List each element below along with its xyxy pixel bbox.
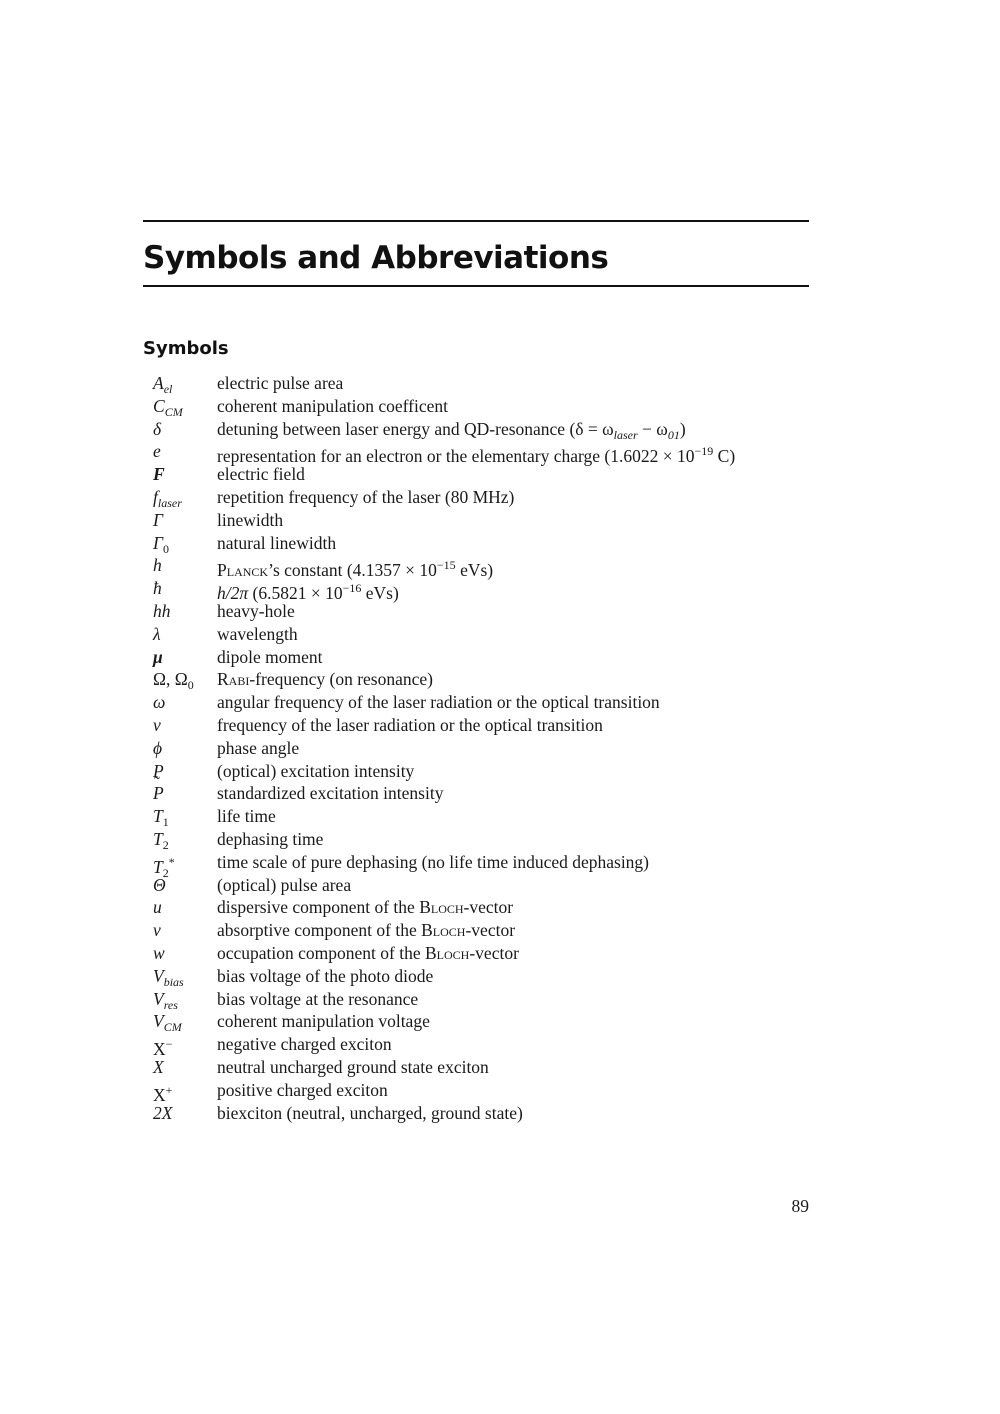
symbol-description: (optical) pulse area [217,874,352,895]
symbol-description: detuning between laser energy and QD-resonance $(\delta = \omega_{laser} - \omega_{01})$ [217,418,686,442]
symbol-description: dephasing time [217,828,324,849]
symbol-row [153,691,803,714]
symbol: $T_2^*$ [153,854,175,880]
symbol: e [153,441,161,462]
symbol-description: natural linewidth [217,532,337,553]
symbol-row [153,600,803,623]
symbol: ω [153,692,166,713]
symbol: $A_{el}$ [153,373,173,396]
symbol: $V_{CM}$ [153,1011,182,1035]
symbol: X [153,1056,164,1077]
symbol-description: representation for an electron or the elementary charge ($1.6022 \times 10^{-19}$ C) [217,444,736,467]
symbol-row [153,577,803,604]
symbol-row [153,554,803,581]
symbol-row [153,1102,803,1125]
symbol: w [153,942,165,963]
symbol: $T_2$ [153,828,169,852]
symbol-row [153,395,803,418]
symbol-row [153,828,803,851]
symbol: P [153,760,164,781]
symbol-description: phase angle [217,737,300,758]
symbol-row [153,988,803,1011]
symbol-row [153,896,803,919]
symbol-row [153,509,803,532]
symbol-description: frequency of the laser radiation or the optical transition [217,714,603,735]
symbol: $\Gamma_0$ [153,532,169,556]
symbol-description: angular frequency of the laser radiation or the optical transition [217,692,660,713]
symbol-row [153,782,803,805]
symbol-row [153,440,803,467]
symbol-description: repetition frequency of the laser (80 MHz) [217,486,515,507]
section-heading: Symbols [143,338,229,359]
symbol: ħ [153,578,162,599]
symbol: F [153,464,165,485]
symbol: X− [153,1037,173,1060]
symbol: ϕ [153,737,163,758]
symbol-description: standardized excitation intensity [217,783,444,804]
symbol-row [153,668,803,691]
symbol: $V_{res}$ [153,988,178,1012]
top-rule [143,220,809,222]
bottom-rule [143,285,809,287]
symbol-row [153,372,803,395]
page-number: 89 [791,1196,809,1216]
symbol-row [153,965,803,988]
symbol-description: coherent manipulation voltage [217,1011,430,1032]
symbol-description: electric pulse area [217,373,344,393]
chapter-title: Symbols and Abbreviations [143,240,609,276]
symbol: u [153,897,162,918]
symbol: X+ [153,1082,173,1105]
symbol-row [153,1010,803,1033]
symbol: $f_{laser}$ [153,486,182,510]
symbol: 2X [153,1102,173,1123]
symbol: h [153,555,162,576]
symbol-description: dispersive component of the Bloch-vector [217,897,514,918]
symbol: Θ [153,874,166,895]
symbol-description: bias voltage of the photo diode [217,965,434,986]
symbol-row [153,805,803,828]
symbol-row [153,1056,803,1079]
symbol-description: time scale of pure dephasing (no life time induced dephasing) [217,851,650,872]
symbol-description: coherent manipulation coefficent [217,395,448,416]
symbol-description: Planck’s constant ($4.1357 \times 10^{-15}$ eVs) [217,558,494,581]
symbol-row [153,760,803,783]
symbol-description: occupation component of the Bloch-vector [217,942,519,963]
symbol-description: life time [217,806,276,827]
symbol-row [153,714,803,737]
symbol: Γ [153,509,163,530]
symbol-row [153,919,803,942]
symbol: δ [153,418,162,439]
symbol-row [153,874,803,897]
symbol-description: negative charged exciton [217,1034,392,1055]
symbol-description: h/2π ($6.5821 \times 10^{-16}$ eVs) [217,581,399,604]
symbol-description: bias voltage at the resonance [217,988,419,1009]
symbol-row [153,1079,803,1105]
symbol-row [153,737,803,760]
symbol: $T_1$ [153,806,169,830]
symbol-description: electric field [217,464,305,485]
symbol-row [153,623,803,646]
symbol-description: absorptive component of the Bloch-vector [217,920,516,941]
symbol-row [153,418,803,441]
symbol-row [153,942,803,965]
symbol-description: biexciton (neutral, uncharged, ground state) [217,1102,523,1123]
symbol: Ω, $\Omega_0$ [153,669,194,693]
symbol-row [153,532,803,555]
symbol-row [153,646,803,669]
symbol-row [153,486,803,509]
symbol-description: positive charged exciton [217,1079,388,1100]
symbol-description: neutral uncharged ground state exciton [217,1056,489,1077]
symbol: μ [153,646,163,667]
symbol-description: dipole moment [217,646,323,667]
symbol-row [153,1033,803,1060]
symbol: $C_{CM}$ [153,395,183,419]
symbol-row [153,851,803,880]
symbol: λ [153,623,161,644]
symbol-list [153,372,803,1124]
symbol-description: heavy-hole [217,600,295,621]
symbol: ˜ P [153,782,164,805]
symbol: hh [153,600,171,621]
symbol-row [153,463,803,486]
symbol-description: (optical) excitation intensity [217,760,415,781]
symbol: $V_{bias}$ [153,965,184,989]
symbol-description: linewidth [217,509,284,530]
symbol-description: wavelength [217,623,298,644]
symbol: ν [153,714,161,735]
symbol-description: Rabi-frequency (on resonance) [217,669,433,690]
symbol: v [153,920,161,941]
